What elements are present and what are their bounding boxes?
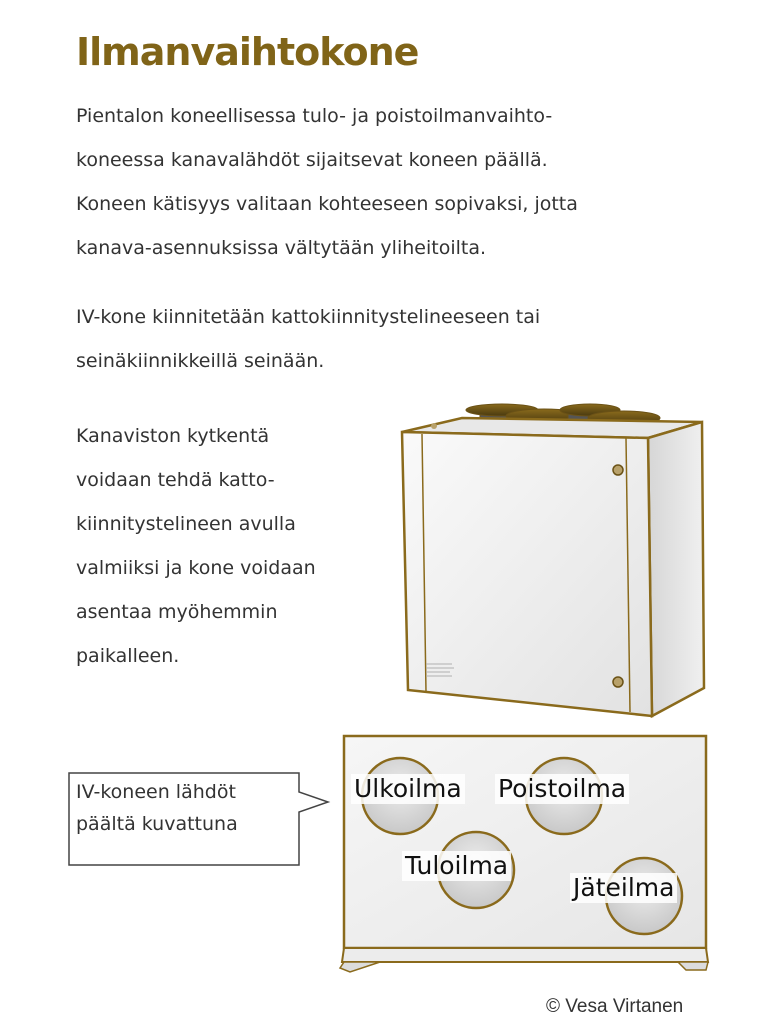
text-line: koneessa kanavalähdöt sijaitsevat koneen päällä.: [76, 149, 548, 171]
label-jateilma: Jäteilma: [570, 873, 677, 903]
text-line: voidaan tehdä katto-: [76, 469, 275, 491]
text-line: seinäkiinnikkeillä seinään.: [76, 350, 325, 372]
text-line: kanava-asennuksissa vältytään yliheitoilta.: [76, 237, 487, 259]
label-poistoilma: Poistoilma: [495, 774, 629, 804]
text-line: IV-kone kiinnitetään kattokiinnitystelineeseen tai: [76, 306, 541, 328]
text-line: valmiiksi ja kone voidaan: [76, 557, 316, 579]
connection-paragraph: [76, 414, 316, 678]
label-tuloilma: Tuloilma: [402, 851, 511, 881]
text-line: Pientalon koneellisessa tulo- ja poistoilmanvaihto-: [76, 105, 553, 127]
intro-paragraph: [76, 94, 578, 270]
copyright-credit: © Vesa Virtanen: [546, 996, 684, 1017]
text-line: Kanaviston kytkentä: [76, 425, 270, 447]
mounting-paragraph: [76, 295, 540, 383]
callout-text: [76, 776, 238, 840]
text-line: asentaa myöhemmin: [76, 601, 278, 623]
text-line: paikalleen.: [76, 645, 180, 667]
page-title: Ilmanvaihtokone: [76, 30, 419, 74]
label-ulkoilma: Ulkoilma: [351, 774, 465, 804]
ventilation-unit-illustration: [392, 398, 722, 728]
text-line: IV-koneen lähdöt: [76, 781, 236, 803]
text-line: Koneen kätisyys valitaan kohteeseen sopivaksi, jotta: [76, 193, 578, 215]
text-line: päältä kuvattuna: [76, 813, 238, 835]
text-line: kiinnitystelineen avulla: [76, 513, 296, 535]
top-view-diagram: [330, 730, 730, 980]
